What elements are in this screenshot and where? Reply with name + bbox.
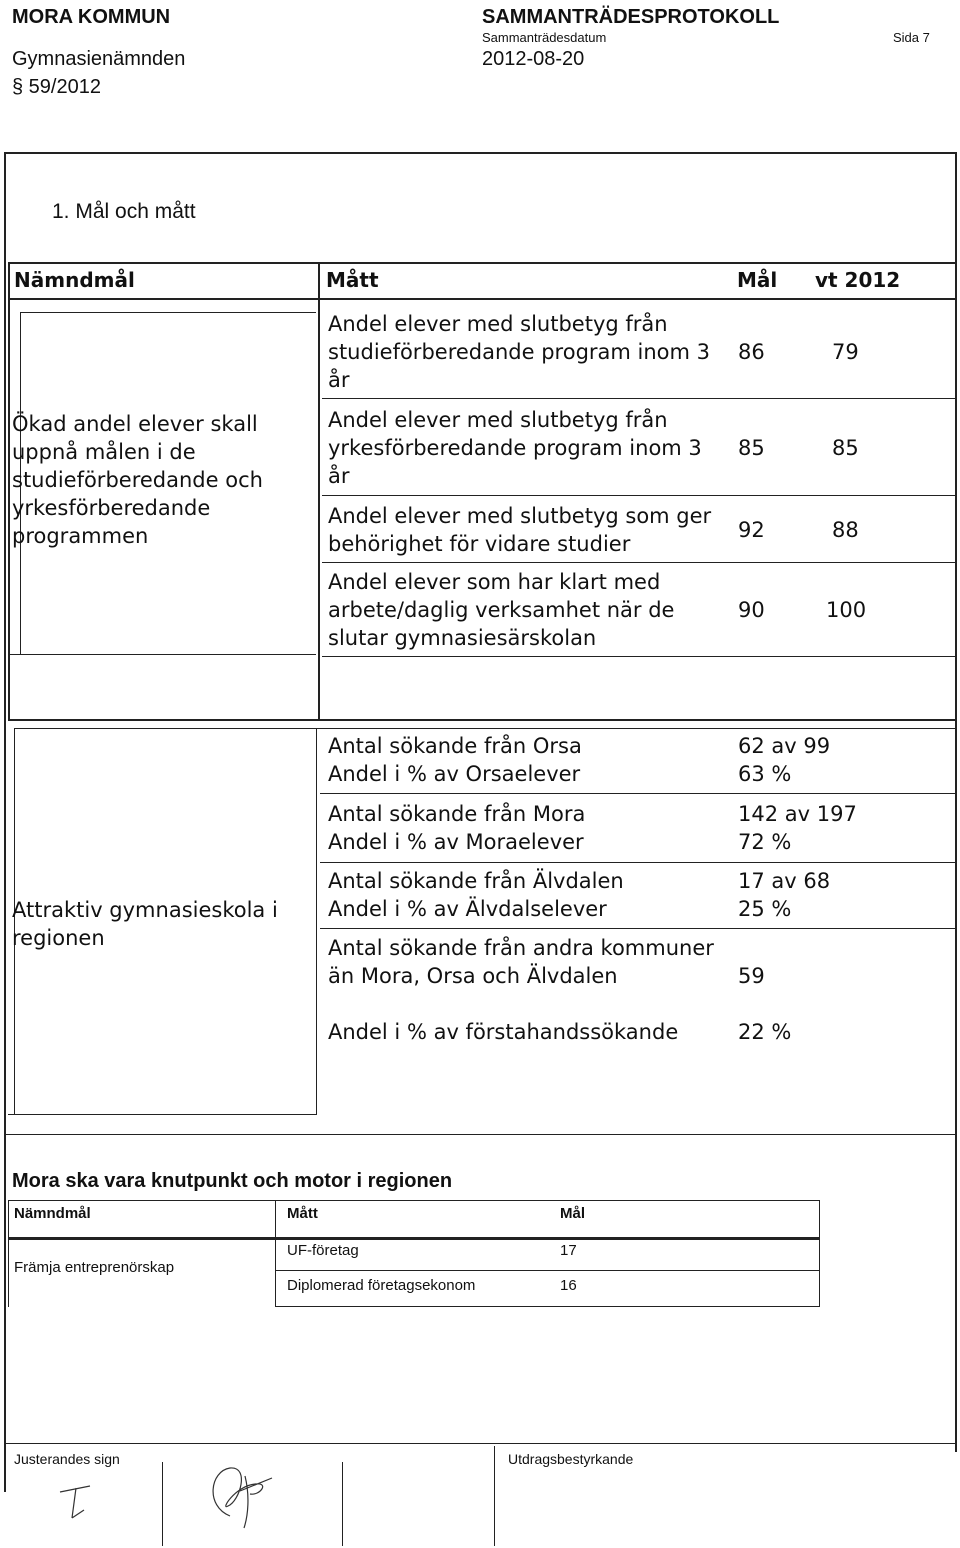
footer-sep3 [494,1446,495,1546]
org-name: MORA KOMMUN [12,6,171,28]
t3-right-line [819,1200,820,1307]
t2-row1-l2: Andel i % av Orsaelever [328,762,581,786]
t3-col-mal: Mål [560,1205,586,1222]
t1-left-line [8,262,10,720]
footer-sep2 [342,1462,343,1546]
section-number: § 59/2012 [12,76,101,98]
t1-top-line [8,262,956,264]
footer-top-line [4,1443,957,1444]
cert-label: Utdragsbestyrkande [508,1451,634,1467]
doc-title: SAMMANTRÄDESPROTOKOLL [482,6,780,28]
meeting-date: 2012-08-20 [482,48,585,70]
initials-signature-2 [200,1456,290,1536]
t1-row1-measure: Andel elever med slutbetyg från studieförberedande program inom 3 år [328,312,711,392]
footer-sep1 [162,1462,163,1546]
date-label: Sammanträdesdatum [482,30,607,45]
t3-row1-measure: UF-företag [287,1242,359,1259]
col-vt2012: vt 2012 [815,268,901,292]
t1-row1-mal: 86 [738,340,765,364]
t2-row3-v2: 25 % [738,897,792,921]
section-divider [4,1134,957,1135]
t1-row2-measure: Andel elever med slutbetyg från yrkesförberedande program inom 3 år [328,408,702,488]
t1-bottom-line [8,719,956,721]
t2-row-sep3 [320,928,956,929]
t2-row-sep1 [320,793,956,794]
t2-row-sep2 [320,862,956,863]
table2-goal: Attraktiv gymnasieskola i regionen [12,898,278,950]
t1-goal-bottom [8,654,316,655]
t2-row4-l1: Antal sökande från andra kommuner än Mora, Orsa och Älvdalen [328,936,714,988]
t2-row4-v2: 22 % [738,1020,792,1044]
col-namndmal: Nämndmål [14,268,135,292]
page-number: Sida 7 [893,30,930,45]
t3-col-namndmal: Nämndmål [14,1205,91,1222]
t2-row2-l1: Antal sökande från Mora [328,802,586,826]
t2-row2-l2: Andel i % av Moraelever [328,830,584,854]
t1-header-line [8,298,956,300]
board-name: Gymnasienämnden [12,48,186,70]
frame-left [4,152,6,1492]
t2-row3-v1: 17 av 68 [738,869,831,893]
t3-top-line [8,1200,820,1201]
t2-row2-v2: 72 % [738,830,792,854]
t3-left-line [8,1200,9,1307]
table1-goal: Ökad andel elever skall uppnå målen i de studieförberedande och yrkesförberedande programmen [12,412,263,548]
t2-row4-v1: 59 [738,964,765,988]
t1-mid-line [318,262,320,720]
t3-col-matt: Mått [287,1205,318,1222]
t2-goal-bottom [8,1114,317,1115]
t1-row-sep4 [322,656,956,657]
section-heading: 1. Mål och mått [52,200,196,223]
t2-row3-l1: Antal sökande från Älvdalen [328,869,624,893]
t3-row2-measure: Diplomerad företagsekonom [287,1277,476,1294]
section2-title: Mora ska vara knutpunkt och motor i regionen [12,1170,453,1192]
t1-row4-measure: Andel elever som har klart med arbete/daglig verksamhet när de slutar gymnasiesärskolan [328,570,675,650]
t1-row2-vt: 85 [832,436,859,460]
t1-row2-mal: 85 [738,436,765,460]
t2-row1-v1: 62 av 99 [738,734,831,758]
t1-row-sep1 [322,398,956,399]
sign-label: Justerandes sign [14,1451,120,1467]
t1-goal-top [20,312,316,313]
col-mal: Mål [737,268,778,292]
t3-row-sep [275,1270,820,1271]
t1-row3-vt: 88 [832,518,859,542]
t1-row3-mal: 92 [738,518,765,542]
t1-right-line [955,262,957,720]
t1-row-sep2 [322,495,956,496]
t2-row2-v1: 142 av 197 [738,802,857,826]
t3-row1-mal: 17 [560,1242,577,1259]
t2-row1-l1: Antal sökande från Orsa [328,734,582,758]
col-matt: Mått [326,268,379,292]
t3-bottom-line [275,1306,820,1307]
t1-row1-vt: 79 [832,340,859,364]
t1-row3-measure: Andel elever med slutbetyg som ger behörighet för vidare studier [328,504,712,556]
initials-signature-1 [50,1470,110,1530]
t2-mid-line [316,728,317,1114]
frame-top [4,152,956,154]
t2-right-line [955,728,957,1048]
t3-header-line [8,1237,820,1240]
t3-mid-line [275,1200,276,1307]
t2-row1-v2: 63 % [738,762,792,786]
t1-row4-vt: 100 [826,598,867,622]
t3-goal: Främja entreprenörskap [14,1259,175,1276]
t2-top-line [14,728,956,729]
t1-row-sep3 [322,562,956,563]
t3-row2-mal: 16 [560,1277,577,1294]
t1-row4-mal: 90 [738,598,765,622]
t2-row4-l2: Andel i % av förstahandssökande [328,1020,679,1044]
t2-row3-l2: Andel i % av Älvdalselever [328,897,607,921]
